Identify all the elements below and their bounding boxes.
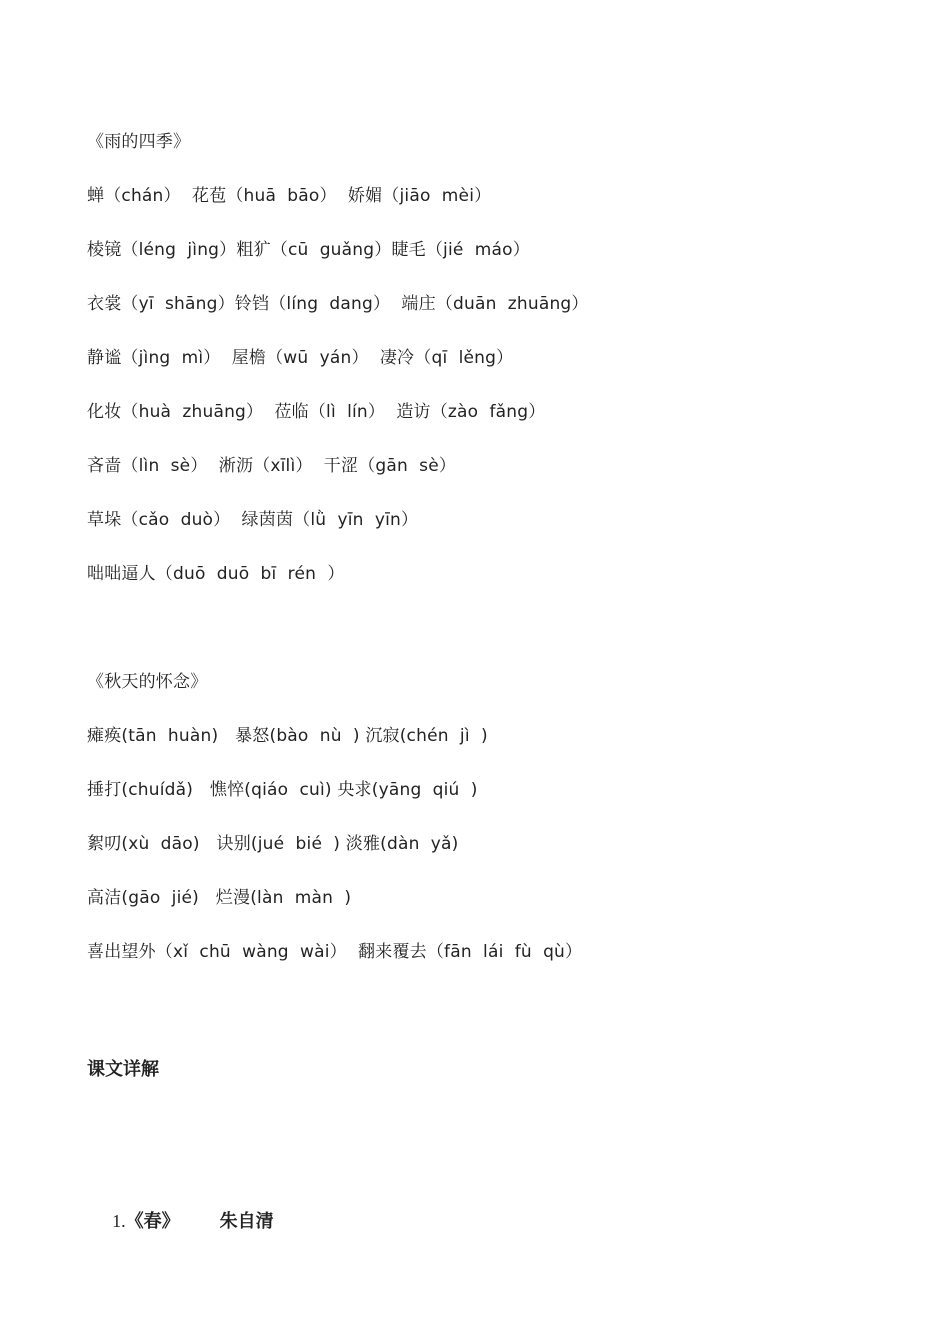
vocab-line: 静谧（jìng mì） 屋檐（wū yán） 凄冷（qī lěng） (87, 348, 514, 368)
section-title-rain-seasons: 《雨的四季》 (87, 132, 191, 152)
vocab-line: 喜出望外（xǐ chū wàng wài） 翻来覆去（fān lái fù qù） (87, 942, 583, 962)
vocab-line: 衣裳（yī shāng）铃铛（líng dang） 端庄（duān zhuāng） (87, 294, 589, 314)
vocab-line: 高洁(gāo jié) 烂漫(làn màn ) (87, 888, 352, 908)
lesson-title: 《春》 (125, 1211, 180, 1232)
lesson-author: 朱自清 (219, 1211, 274, 1232)
section-title-autumn-memory: 《秋天的怀念》 (87, 672, 208, 692)
vocab-line: 捶打(chuídǎ) 憔悴(qiáo cuì) 央求(yāng qiú ) (87, 780, 478, 800)
vocab-line: 蝉（chán） 花苞（huā bāo） 娇媚（jiāo mèi） (87, 186, 492, 206)
vocab-line: 咄咄逼人（duō duō bī rén ） (87, 564, 345, 584)
vocab-line: 草垛（cǎo duò） 绿茵茵（lǜ yīn yīn） (87, 510, 419, 530)
vocab-line: 棱镜（léng jìng）粗犷（cū guǎng）睫毛（jié máo） (87, 240, 530, 260)
lesson-number: 1. (112, 1211, 126, 1231)
vocab-line: 瘫痪(tān huàn) 暴怒(bào nù ) 沉寂(chén jì ) (87, 726, 488, 746)
vocab-line: 絮叨(xù dāo) 诀别(jué bié ) 淡雅(dàn yǎ) (87, 834, 459, 854)
vocab-line: 吝啬（lìn sè） 淅沥（xīlì） 干涩（gān sè） (87, 456, 457, 476)
vocab-line: 化妆（huà zhuāng） 莅临（lì lín） 造访（zào fǎng） (87, 402, 546, 422)
section-heading: 课文详解 (87, 1059, 159, 1080)
lesson-heading (87, 1185, 274, 1258)
